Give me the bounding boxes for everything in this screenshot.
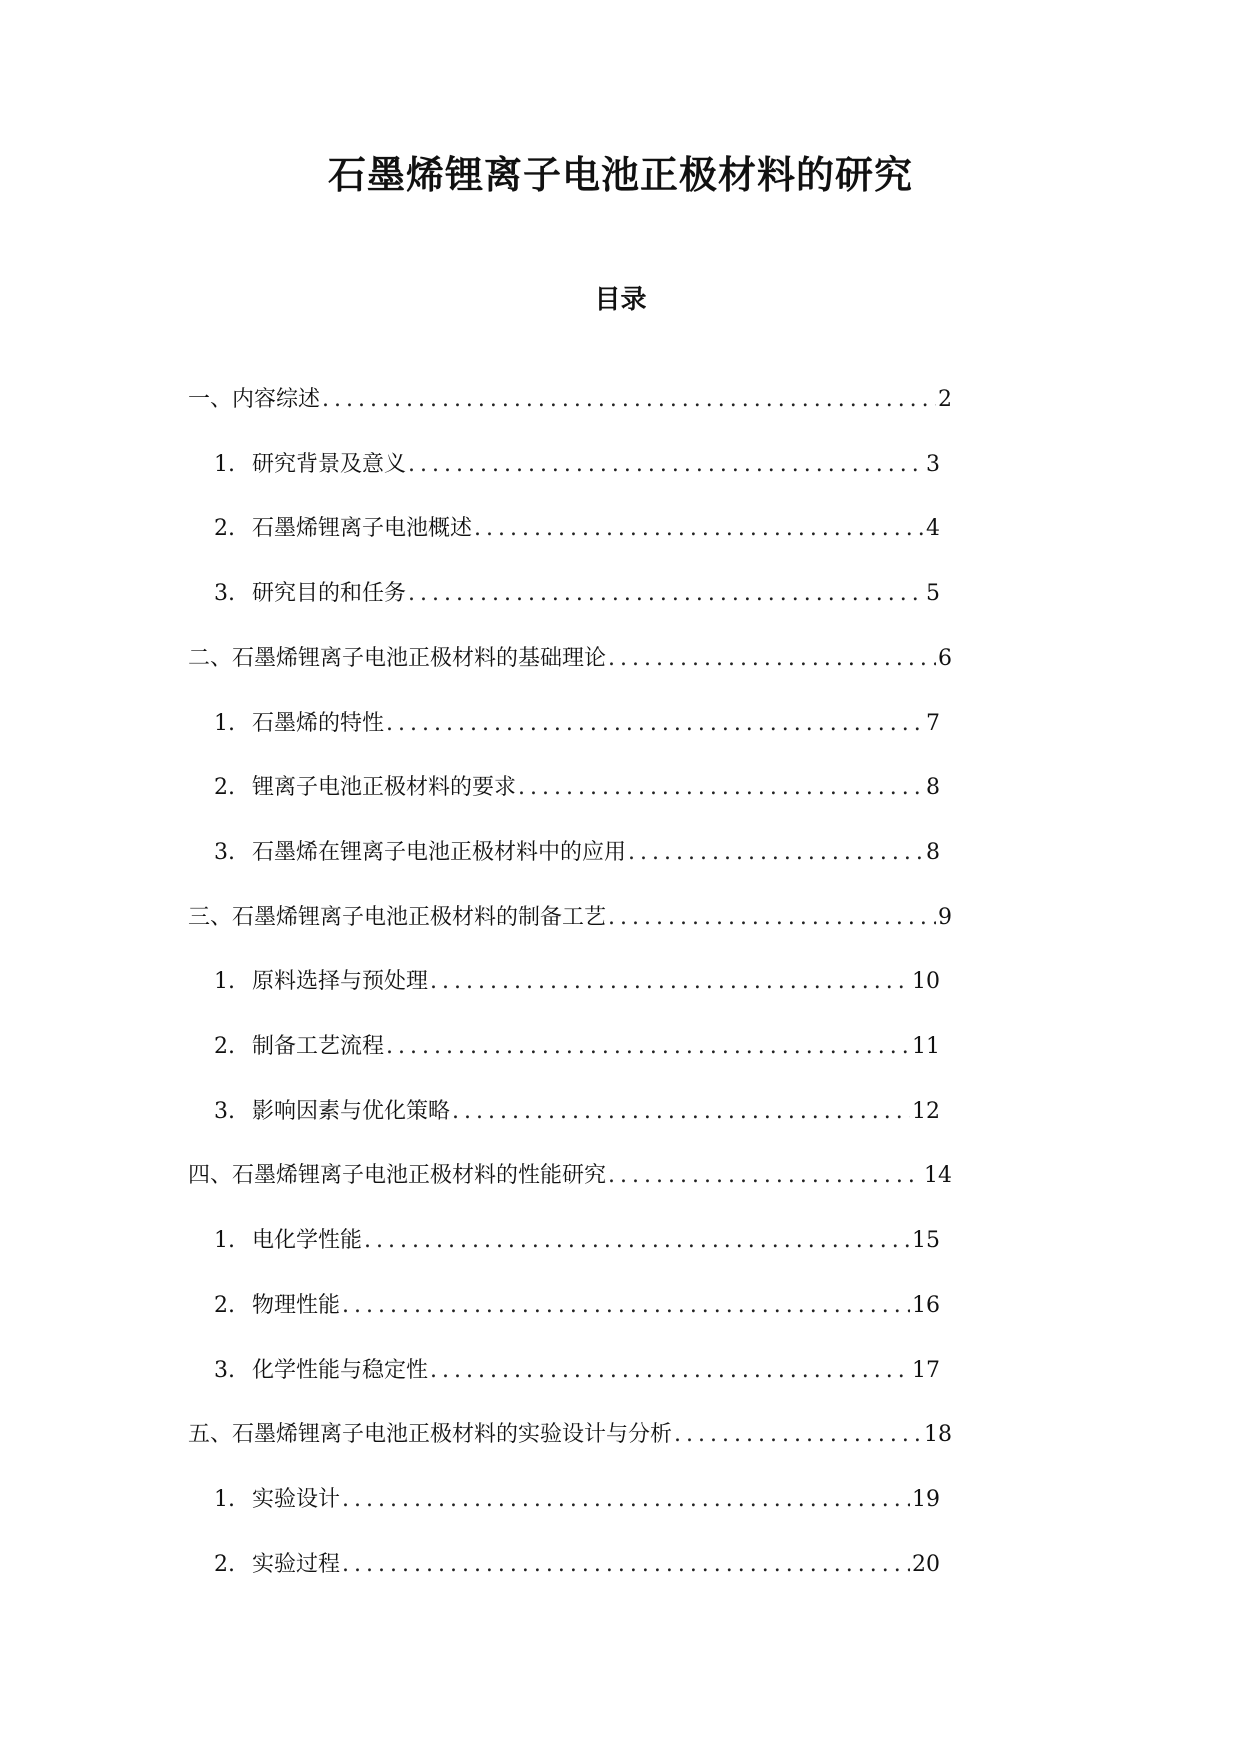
toc-page-number: 7	[926, 710, 940, 736]
toc-subsection-entry[interactable]	[214, 1545, 940, 1585]
toc-subsection-entry[interactable]	[214, 768, 940, 808]
toc-page-number: 20	[912, 1551, 940, 1577]
toc-dot-leader	[386, 704, 924, 744]
toc-dot-leader	[342, 1480, 910, 1520]
toc-dot-leader	[408, 574, 924, 614]
toc-entry-number: 1.	[214, 710, 235, 736]
toc-subsection-entry[interactable]	[214, 574, 940, 614]
toc-entry-text: 三、石墨烯锂离子电池正极材料的制备工艺	[188, 904, 607, 930]
toc-entry-text: 一、内容综述	[188, 387, 321, 412]
toc-entry-number: 2.	[214, 775, 235, 801]
toc-entry-number: 2.	[214, 1034, 235, 1059]
toc-page-number: 10	[912, 969, 940, 995]
toc-dot-leader	[430, 1351, 910, 1391]
toc-page-number: 2	[938, 387, 952, 412]
toc-section-entry[interactable]	[188, 380, 952, 420]
toc-entry-text: 实验过程	[252, 1551, 341, 1577]
toc-entry-text: 影响因素与优化策略	[252, 1098, 451, 1124]
toc-page-number: 8	[926, 839, 940, 865]
toc-entry-number: 1.	[214, 1486, 235, 1512]
toc-dot-leader	[452, 1092, 910, 1132]
toc-entry-text: 制备工艺流程	[252, 1034, 385, 1059]
toc-subsection-entry[interactable]	[214, 1480, 940, 1520]
toc-dot-leader	[322, 380, 936, 420]
toc-subsection-entry[interactable]	[214, 445, 940, 485]
toc-dot-leader	[386, 1027, 910, 1067]
toc-dot-leader	[628, 833, 924, 873]
toc-dot-leader	[342, 1545, 910, 1585]
toc-subsection-entry[interactable]	[214, 1221, 940, 1261]
document-title: 石墨烯锂离子电池正极材料的研究	[327, 153, 913, 197]
toc-entry-text: 五、石墨烯锂离子电池正极材料的实验设计与分析	[188, 1422, 673, 1448]
toc-entry-text: 物理性能	[252, 1292, 341, 1318]
toc-entry-text: 石墨烯的特性	[252, 710, 385, 736]
toc-page-number: 16	[912, 1292, 940, 1318]
toc-section-entry[interactable]	[188, 1415, 952, 1455]
toc-entry-number: 2.	[214, 1551, 235, 1577]
toc-page-number: 5	[926, 581, 940, 607]
toc-dot-leader	[364, 1221, 910, 1261]
toc-entry-number: 3.	[214, 581, 235, 607]
toc-entry-text: 石墨烯锂离子电池概述	[252, 516, 473, 542]
toc-page-number: 6	[938, 645, 952, 671]
toc-subsection-entry[interactable]	[214, 833, 940, 873]
toc-entry-number: 2.	[214, 1292, 235, 1318]
toc-entry-text: 锂离子电池正极材料的要求	[252, 775, 517, 801]
toc-page-number: 15	[912, 1228, 940, 1254]
toc-page-number: 8	[926, 775, 940, 801]
toc-entry-text: 石墨烯在锂离子电池正极材料中的应用	[252, 839, 627, 865]
toc-subsection-entry[interactable]	[214, 1092, 940, 1132]
toc-heading: 目录	[594, 285, 647, 315]
toc-page-number: 14	[924, 1163, 952, 1189]
toc-entry-number: 1.	[214, 969, 235, 995]
toc-entry-number: 3.	[214, 1357, 235, 1383]
toc-entry-text: 化学性能与稳定性	[252, 1357, 429, 1383]
toc-page-number: 9	[938, 904, 952, 930]
toc-subsection-entry[interactable]	[214, 962, 940, 1002]
toc-entry-text: 研究目的和任务	[252, 581, 407, 607]
toc-page-number: 4	[926, 516, 940, 542]
toc-entry-text: 原料选择与预处理	[252, 969, 429, 995]
toc-subsection-entry[interactable]	[214, 1351, 940, 1391]
toc-entry-number: 3.	[214, 839, 235, 865]
toc-entry-text: 实验设计	[252, 1486, 341, 1512]
toc-subsection-entry[interactable]	[214, 1286, 940, 1326]
toc-section-entry[interactable]	[188, 639, 952, 679]
toc-dot-leader	[608, 639, 936, 679]
toc-entry-text: 电化学性能	[252, 1228, 363, 1254]
toc-dot-leader	[608, 898, 936, 938]
toc-dot-leader	[674, 1415, 922, 1455]
toc-entry-text: 二、石墨烯锂离子电池正极材料的基础理论	[188, 645, 607, 671]
toc-entry-text: 研究背景及意义	[252, 451, 407, 477]
toc-dot-leader	[342, 1286, 910, 1326]
toc-page-number: 19	[912, 1486, 940, 1512]
toc-dot-leader	[474, 509, 924, 549]
toc-subsection-entry[interactable]	[214, 704, 940, 744]
toc-dot-leader	[408, 445, 924, 485]
toc-subsection-entry[interactable]	[214, 1027, 940, 1067]
toc-page-number: 3	[926, 451, 940, 477]
toc-dot-leader	[430, 962, 910, 1002]
toc-page-number: 18	[924, 1422, 952, 1448]
toc-entry-text: 四、石墨烯锂离子电池正极材料的性能研究	[188, 1163, 607, 1189]
toc-entry-number: 2.	[214, 516, 235, 542]
toc-page-number: 12	[912, 1098, 940, 1124]
toc-entry-number: 1.	[214, 1228, 235, 1254]
toc-section-entry[interactable]	[188, 898, 952, 938]
toc-entry-number: 3.	[214, 1098, 235, 1124]
toc-entry-number: 1.	[214, 451, 235, 477]
toc-dot-leader	[608, 1156, 922, 1196]
toc-page-number: 17	[912, 1357, 940, 1383]
toc-page-number: 11	[912, 1034, 940, 1059]
toc-subsection-entry[interactable]	[214, 509, 940, 549]
toc-dot-leader	[518, 768, 924, 808]
toc-section-entry[interactable]	[188, 1156, 952, 1196]
